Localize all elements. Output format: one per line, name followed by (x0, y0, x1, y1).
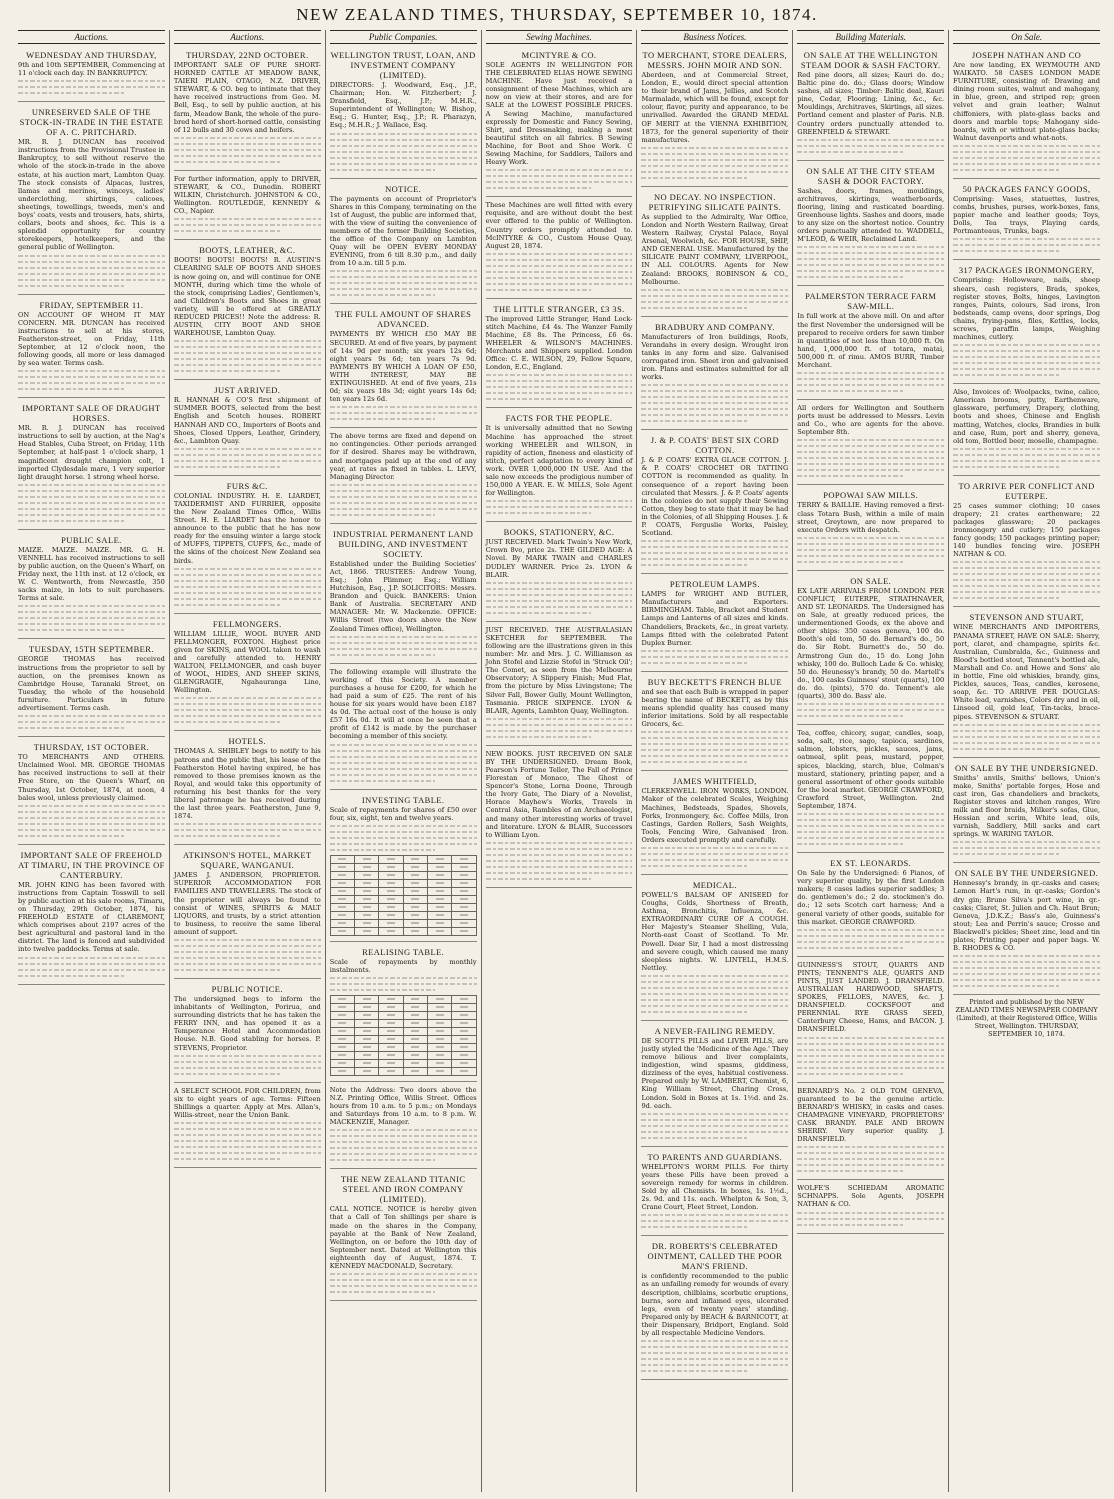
ad-body: SOLE AGENTS IN WELLINGTON FOR THE CELEBRATED ELIAS HOWE SEWING MACHINE. Have just received a consignment of these Machines, which are now on view at their stores, and are for SALE at the LOWEST POSSIBLE PRICES. A Sewing Machine, manufactured expressly for Domestic and Fancy Sewing, Shirt, and Dressmaking, making a most beautiful stitch on all fabrics. B Sewing Machine, for Boot and Shoe Work. C Sewing Machine, for Saddlers, Tailors and Heavy Work. (485, 61, 633, 167)
small-print-lines (953, 724, 1100, 750)
advertisement (330, 181, 477, 305)
ad-heading: TO MERCHANT, STORE DEALERS, MESSRS. JOHN MOIR AND SON. (642, 50, 788, 70)
advertisement (18, 739, 165, 845)
small-print-lines (797, 703, 944, 717)
small-print-lines (953, 344, 1100, 376)
small-print-lines (330, 1129, 477, 1161)
ad-heading: INVESTING TABLE. (361, 794, 445, 805)
advertisement (174, 733, 321, 845)
small-print-lines (330, 825, 477, 851)
section-heading: Building Materials. (797, 30, 944, 44)
ad-body: The following example will illustrate the working of this Society. A member purchases a house for £200, for which he had paid a sum of £25. The rent of his house for six years would have been £187 4s 0d. The actual cost of the house is only £57 16s 0d. It will at once be seen that a profit of £142 is made by the purchaser becoming a member of this society. (329, 667, 477, 741)
small-print-lines (486, 500, 633, 514)
advertisement (953, 386, 1100, 476)
small-print-lines (797, 1146, 944, 1172)
advertisement (641, 47, 788, 187)
advertisement (953, 609, 1100, 757)
ad-heading: INDUSTRIAL PERMANENT LAND BUILDING, AND INVESTMENT SOCIETY. (332, 528, 474, 559)
ad-body: and see that each Bulb is wrapped in paper bearing the name of BECKETT, as by this means splendid quality has caused many inferior imitations. Sold by all respectable Grocers, &c. (641, 687, 789, 729)
advertisement (797, 727, 944, 853)
small-print-lines (330, 1273, 477, 1293)
advertisement (330, 1084, 477, 1169)
small-print-lines (486, 842, 633, 880)
small-print-lines (953, 841, 1100, 855)
small-print-lines (953, 448, 1100, 468)
column-3 (325, 30, 481, 1492)
small-print-lines (953, 955, 1100, 987)
advertisement (18, 47, 165, 102)
small-print-lines (797, 1212, 944, 1226)
ad-heading: PUBLIC SALE. (61, 534, 122, 545)
ad-heading: JAMES WHITFIELD, (673, 776, 757, 787)
ad-heading: MEDICAL. (692, 879, 737, 890)
small-print-lines (174, 218, 321, 232)
small-print-lines (797, 929, 944, 949)
advertisement (18, 297, 165, 399)
ad-body: All orders for Wellington and Southern ports must be addressed to Messrs. Levin and Co., who are agents for the above. September 8th. (797, 404, 945, 437)
ad-heading: EX ST. LEONARDS. (830, 858, 912, 869)
ad-heading: HOTELS. (228, 736, 267, 747)
small-print-lines (641, 384, 788, 422)
ad-heading: STEVENSON AND STUART, (969, 612, 1084, 623)
advertisement (174, 478, 321, 614)
advertisement (330, 47, 477, 179)
advertisement (641, 1238, 788, 1380)
small-print-lines (330, 977, 477, 991)
column-7 (948, 30, 1104, 1492)
ad-body: Scale of repayments for shares of £50 over four, six, eight, ten and twelve years. (329, 805, 477, 822)
advertisement (174, 173, 321, 240)
small-print-lines (174, 448, 321, 468)
ad-body: Tea, coffee, chicory, sugar, candles, soap, soda, salt, rice, sago, tapioca, sardines, salmon, lobsters, pickles, sauces, jams, oatmeal, split peas, mustard, pepper, spices, blacking, starch, blue, Colman's mustard, stationery, printing paper, and a general assortment of other goods suitable for the local market. GEORGE CRAWFORD, Crawford Street, Wellington. 2nd September, 1874. (797, 729, 945, 810)
ad-heading: UNRESERVED SALE OF THE STOCK-IN-TRADE IN THE ESTATE OF A. C. PRITCHARD. (19, 107, 164, 138)
ad-body: NEW BOOKS. JUST RECEIVED ON SALE BY THE UNDERSIGNED. Dream Book, Pearson's Fortune Teller, The Fall of Prince Florestan of Monaco, The Ghost of Spencer's Stone, Lorna Doone, Through the Ivory Gate, The Diary of a Novelist, Horace Mayhew's Works, Travels in Central Asia, Rambles of an Archaeologist, and many other interesting works of travel and literature. LYON & BLAIR, Successors to William Lyon. (485, 749, 633, 839)
small-print-lines (486, 582, 633, 614)
small-print-lines (486, 169, 633, 189)
ad-heading: JOSEPH NATHAN AND CO (971, 50, 1082, 60)
small-print-lines (953, 238, 1100, 252)
advertisement (486, 748, 633, 888)
ad-heading: THE LITTLE STRANGER, £3 3S. (493, 303, 625, 314)
advertisement (641, 576, 788, 672)
ad-body: WHELPTON'S WORM PILLS. For thirty years these Pills have been proved a sovereign remedy for worms in children. Sold by all Chemists. In boxes, 1s. 1½d., 2s. 9d. and 11s. each. Whelpton & Son, 3, Crane Court, Fleet Street, London. (641, 1162, 789, 1212)
ad-body: JUST RECEIVED. THE AUSTRALASIAN SKETCHER for SEPTEMBER. The following are the illustrations given in this number: Mr. and Mrs. J. C. Williamson as John Stofel and Lizzie Stofel in 'Struck Oil'; The Comet, as seen from the Melbourne Observatory; A Slippery Finish; Mud Flat, from the picture by Miss Livingstone; The Silver Fall, Bower Gully, Mount Wellington, Tasmania. PRICE SIXPENCE. LYON & BLAIR, Agents, Lambton Quay, Wellington. (485, 625, 633, 715)
ad-body: The above terms are fixed and depend on no contingencies. Other periods arranged for if desired. Shares may be withdrawn, and mortgages paid up at the end of any year, at rates as fixed in tables. L. LEVY, Managing Director. (329, 432, 477, 481)
ad-heading: TUESDAY, 15TH SEPTEMBER. (29, 644, 154, 655)
advertisement (330, 666, 477, 790)
small-print-lines (18, 605, 165, 631)
ad-heading: THE NEW ZEALAND TITANIC STEEL AND IRON COMPANY (LIMITED). (340, 1174, 466, 1205)
advertisement (641, 189, 788, 317)
ad-heading: MCINTYRE & CO. (521, 50, 597, 60)
advertisement (174, 47, 321, 171)
advertisement (330, 944, 477, 1082)
ad-body: Comprising: Vases, statuettes, lustres, combs, brushes, purses, work-boxes, fans, papier mache and leather goods; Toys, Dolls, Tea trays, Playing cards, Portmanteaus, Trunks, bags. (953, 194, 1101, 236)
ad-heading: NOTICE. (385, 183, 422, 194)
small-print-lines (174, 1122, 321, 1160)
ad-body: Aberdeen, and at Commercial Street, London, E., would direct special attention to their brand of Jams, Jellies, and Scotch Marmalade, which will be found, except for colour, flavor, purity and appearance, to be unrivalled. Awarded the GRAND MEDAL OF MERIT at the VIENNA EXHIBITION, 1873, for the general superiority of their manufactures. (641, 71, 789, 144)
advertisement (641, 877, 788, 1021)
small-print-lines (797, 372, 944, 392)
advertisement (797, 288, 944, 400)
small-print-lines (174, 340, 321, 372)
ad-body: Sashes, doors, frames, mouldings, architraves, skirtings, weatherboards, flooring, lining and rusticated boarding. Greenhouse lights. Sashes and doors, made to any size on the shortest notice. Country orders punctually attended to. WADDELL, M'LEOD, & WEIR, Reclaimed Land. (797, 186, 945, 244)
ad-body: These Machines are well fitted with every requisite, and are without doubt the best ever offered to the public of Wellington. Country orders promptly attended to. McINTYRE & CO., Custom House Quay, August 28, 1874. (485, 201, 633, 250)
advertisement (641, 674, 788, 771)
ad-heading: ON SALE. (850, 575, 892, 586)
ad-heading: WELLINGTON TRUST, LOAN, AND INVESTMENT COMPANY (LIMITED). (330, 50, 476, 80)
advertisement (330, 1171, 477, 1301)
advertisement (330, 430, 477, 524)
ad-body: CALL NOTICE. NOTICE is hereby given that a Call of Ten shillings per share is made on the shares in the Company, payable at the Bank of New Zealand, Wellington, on or before the 10th day of September next. Dated at Wellington this eighteenth day of August, 1874. T. KENNEDY MACDONALD, Secretary. (329, 1205, 477, 1270)
ad-heading: ON SALE BY THE UNDERSIGNED. (954, 868, 1099, 879)
ad-heading: PUBLIC NOTICE. (211, 984, 283, 994)
ad-heading: THE FULL AMOUNT OF SHARES ADVANCED. (335, 309, 472, 330)
small-print-lines (18, 484, 165, 522)
ad-body: It is universally admitted that no Sewing Machine has approached the street working WHEELER and WILSON, in rapidity of action, fineness and elasticity of stitch, perfect adaptation to every kind of work. OVER 1,000,000 IN USE. And the sale now exceeds the prodigious number of 150,000 A YEAR. E. W. MILLS, Sole Agent for Wellington. (485, 424, 633, 498)
small-print-lines (953, 145, 1100, 171)
column-2 (169, 30, 325, 1492)
section-heading: Auctions. (174, 30, 321, 44)
section-heading: Auctions. (18, 30, 165, 44)
ad-body: Note the Address: Two doors above the N.Z. Printing Office, Willis Street. Offices hours from 10 a.m. to 5 p.m.; on Mondays and Saturdays from 10 a.m. to 8 p.m. W. MACKENZIE, Manager. (329, 1085, 477, 1127)
small-print-lines (174, 1055, 321, 1075)
ad-heading: THURSDAY, 1ST OCTOBER. (33, 742, 150, 753)
small-print-lines (18, 255, 165, 287)
advertisement (486, 199, 633, 299)
ad-body: CLERKENWELL IRON WORKS, LONDON. Maker of the celebrated Scales, Weighing Machines, Bedsteads, Spades, Shovels, Forks, Ironmongery, &c. Coffee Mills, Iron Castings, Garden Rollers, Sash Weights, Tools, Fencing Wire, Galvanised Iron. Orders executed promptly and carefully. (641, 787, 789, 844)
column-4 (481, 30, 637, 1492)
ad-heading: DR. ROBERTS'S CELEBRATED OINTMENT, CALLED THE POOR MAN'S FRIEND. (647, 1241, 783, 1272)
ad-heading: TO ARRIVE PER CONFLICT AND EUTERPE. (958, 480, 1095, 501)
ad-body: MR. R. J. DUNCAN has received instructions to sell by auction, at the Nag's Head Stables, Cuba Street, on Friday, 11th September, at half-past 1 o'clock sharp, 1 magnificent draught champion colt, 1 imported Clydesdale mare, 1 very superior light draught horse. 1 strong wheel horse. (18, 424, 165, 481)
small-print-lines (641, 1340, 788, 1372)
small-print-lines (330, 270, 477, 296)
small-print-lines (330, 133, 477, 171)
advertisement (641, 432, 788, 574)
advertisement (797, 163, 944, 287)
advertisement (486, 301, 633, 409)
masthead-title: NEW ZEALAND TIMES, THURSDAY, SEPTEMBER 10, 1874. (296, 5, 818, 24)
small-print-lines (641, 650, 788, 664)
small-print-lines (330, 636, 477, 656)
ad-body: 25 cases summer clothing; 10 cases drapery; 21 crates earthenware; 22 packages glassware; 20 packages ironmongery and cutlery; 150 packages fancy goods; 150 packages printing paper; 140 bundles fencing wire. JOSEPH NATHAN & CO. (953, 501, 1101, 559)
ad-heading: IMPORTANT SALE OF DRAUGHT HORSES. (22, 403, 161, 424)
advertisement (18, 104, 165, 294)
advertisement (174, 847, 321, 979)
ad-heading: ON SALE AT THE WELLINGTON STEAM DOOR & SASH FACTORY. (800, 50, 941, 70)
advertisement (797, 47, 944, 161)
advertisement (174, 382, 321, 476)
ad-body: WOLFE'S SCHIEDAM AROMATIC SCHNAPPS. Sole Agents, JOSEPH NATHAN & CO. (797, 1184, 945, 1209)
advertisement (18, 847, 165, 985)
ad-body: For further information, apply to DRIVER, STEWART, & CO., Dunedin. ROBERT WILKIN, Christchurch. JOHNSTON & CO., Wellington. ROUTLEDGE, KENNEDY & CO., Napier. (173, 174, 321, 216)
advertisement (953, 865, 1100, 995)
masthead (0, 0, 1114, 30)
section-heading: Public Companies. (330, 30, 477, 44)
advertisement (797, 1182, 944, 1233)
ad-heading: PETROLEUM LAMPS. (669, 579, 760, 590)
ad-heading: PALMERSTON TERRACE FARM SAW-MILL. (805, 291, 937, 312)
advertisement (641, 1023, 788, 1147)
ad-body: Manufacturers of Iron buildings, Roofs, Verandahs in every design. Wrought iron tanks in any form and size. Galvanised corrugated iron. Sheet iron and galvanised iron. Plans and estimates submitted for all works. (641, 332, 789, 382)
ad-body: The undersigned begs to inform the inhabitants of Wellington, Porirua, and surrounding districts that he has taken the FERRY INN, and has opened it as a Temperance Hotel and Accommodation House. N.B. Good stabling for horses. P. STEVENS, Proprietor. (173, 995, 321, 1052)
small-print-lines (486, 253, 633, 291)
ad-body: EX LATE ARRIVALS FROM LONDON. PER CONFLICT, EUTERPE, STRATHNAVER, AND ST. LEONARDS. The Undersigned has on Sale, at greatly reduced prices, the undermentioned Goods, ex the above and other ships: 350 cases geneva, 100 do. Booth's old tom, 50 do. Bernard's do., 50 do. Sir Robt. Burnett's do., 50 do. Armstrong Gun do., 15 do. Long John whisky, 100 do. Bulloch Lade & Co. whisky, 50 do. Heunessy's brandy, 50 do. Martell's do., 100 casks Guinness' stout (quarts), 100 do. do. (pints), 570 do. Tennent's ale (quarts), 300 do. Bass' ale. (797, 586, 945, 701)
ad-body: is confidently recommended to the public as an unfailing remedy for wounds of every description, chilblains, scorbutic eruptions, burns, sore and inflamed eyes, ulcerated legs, even of twenty years' standing. Prepared only by BEACH & BARNICOTT, at their Dispensary, Bridport, England. Sold by all respectable Medicine Vendors. (641, 1272, 789, 1337)
advertisement (486, 47, 633, 197)
ad-body: J. & P. COATS' EXTRA GLACE COTTON. J. & P. COATS' CROCHET OR TATTING COTTON is recommended as quality. In consequence of a report having been circulated that Messrs. J. & P. Coats' agents in the colonies do not supply their Sewing Cotton, they beg to state that it may be had in the Colonies, of all Shipping Houses. J. & P. COATS, Ferguslie Works, Paisley, Scotland. (641, 456, 789, 538)
advertisement (330, 306, 477, 428)
ad-body: MR. JOHN KING has been favored with instructions from Captain Tosswill to sell by public auction at his sale rooms, Timaru, on Thursday, 29th October, 1874, his FREEHOLD ESTATE of CLAREMONT, which comprises about 2197 acres of the best agricultural and pastoral land in the district. The land is fenced and subdivided into twelve paddocks. Terms at sale. (18, 880, 165, 954)
small-print-lines (486, 374, 633, 400)
small-print-lines (174, 697, 321, 723)
small-print-lines (641, 289, 788, 309)
ad-body: BOOTS! BOOTS! BOOTS! R. AUSTIN'S CLEARING SALE OF BOOTS AND SHOES is now going on, and will continue for ONE MONTH, during which time the whole of the stock, comprising Ladies', Gentlemen's, and Children's Boots and Shoes in great variety, will be offered at GREATLY REDUCED PRICES!! Note the address: R. AUSTIN, CITY BOOT AND SHOE WAREHOUSE, Lambton Quay. (173, 256, 321, 338)
ad-heading: BUY BECKETT'S FRENCH BLUE (647, 676, 782, 687)
ad-body: The improved Little Stranger, Hand Lock-stitch Machine, £4 4s. The Wanzer Family Machine, £8 8s. The Princess, £6 6s. WHEELER & WILSON'S MACHINES. Merchants and Shippers supplied. London Office: C. E. WILSON, 29, Fellow Square, London, E.C., England. (485, 314, 633, 372)
rates-table (330, 855, 477, 936)
small-print-lines (330, 744, 477, 782)
column-5 (636, 30, 792, 1492)
ad-heading: ATKINSON'S HOTEL, MARKET SQUARE, WANGANUI. (183, 850, 312, 871)
ad-body: Also, Invoices of: Woolpacks, twine, calico, American brooms, putty, Earthenware, glassware, perfumery, Drapery, clothing, boots and shoes, Chinese and English matting, Watches, clocks, Brandies in bulk and case, Rum, port and sherry, geneva, old tom, Bottled beer, moselle, champagne. (953, 388, 1101, 445)
small-print-lines (641, 847, 788, 867)
small-print-lines (641, 731, 788, 763)
ad-body: WINE MERCHANTS AND IMPORTERS, PANAMA STREET, HAVE ON SALE: Sherry, port, claret, and champagne, spirits &c. Australian, Cumbralda, &c., Guinness and Blood's bottled stout, Tennent's bottled ale, Marshall and Co. and Howe and Sons' ale in bottle, Fine old whiskies, brandy, gins, Pickles, sauces, Teas, candles, kerosene, soap, &c. TO ARRIVE PER DOUGLAS: White lead, varnishes, Colors dry and in oil, Linseed oil, gold leaf, Tin-tacks, brace-pipes. STEVENSON & STUART. (953, 623, 1101, 721)
ad-body: DIRECTORS: J. Woodward, Esq., J.P., Chairman; Hon. W. Fitzherbert; J. Dransfield, Esq., J.P.; M.H.R., Superintendent of Wellington; W. Bishop, Esq.; G. Hunter, Esq., J.P.; R. Pharazyn, Esq.; M.H.R.; J. Wallace, Esq. (329, 81, 477, 130)
small-print-lines (953, 561, 1100, 599)
advertisement (797, 959, 944, 1083)
advertisement (797, 855, 944, 957)
small-print-lines (797, 439, 944, 477)
ad-heading: FACTS FOR THE PEOPLE. (505, 413, 613, 424)
ad-heading: A NEVER-FAILING REMEDY. (654, 1025, 776, 1036)
advertisement (174, 981, 321, 1083)
small-print-lines (797, 537, 944, 563)
small-print-lines (330, 484, 477, 516)
ad-body: As supplied to the Admiralty, War Office, London and North Western Railway, Great Western Railway, Crystal Palace, Royal Arsenal, Woolwich, &c. FOR HOUSE, SHIP, AND GENERAL USE. Manufactured by the SILICATE PAINT COMPANY, LIVERPOOL, IN ALL COLOURS. Agents for New Zealand: BROOKS, ROBINSON & CO., Melbourne. (641, 212, 789, 286)
ad-body: BERNARD'S No. 2 OLD TOM GENEVA, guaranteed to be the genuine article. BERNARD'S WHISKY, in casks and cases. CHAMPAGNE VINEYARD, PROPRIETORS' CASK BRANDY. PALE AND BROWN SHERRY. Very superior quality. J. DRANSFIELD. (797, 1086, 945, 1144)
small-print-lines (18, 957, 165, 977)
small-print-lines (641, 1214, 788, 1228)
ad-body: Comprising: Hollowware, nails, sheep shears, cash registers, Brads, spokes, register stoves, Bolts, hinges, Lavington ranges, Paints, colours, Sad irons, Iron bedsteads, camp ovens, door springs, Dog chains, frying-pans, files, Kettles, locks, screws, paraffin lamps, Weighing machines, cutlery. (953, 276, 1101, 342)
section-heading: Sewing Machines. (486, 30, 633, 44)
advertisement (641, 319, 788, 431)
ad-body: TO MERCHANTS AND OTHERS. Unclaimed Wool. MR. GEORGE THOMAS has received instructions to sell at their Free Store, on the Queen's Wharf, on Thursday, 1st October, 1874, at noon, 4 bales wool, unless previously claimed. (18, 753, 165, 802)
ad-heading: IMPORTANT SALE OF FREEHOLD AT TIMARU, IN THE PROVINCE OF CANTERBURY. (18, 849, 165, 880)
ad-heading: ON SALE BY THE UNDERSIGNED. (954, 762, 1099, 773)
ad-body: Are now landing, EX WEYMOUTH AND WAIKATO. 58 CASES LONDON MADE FURNITURE, consisting of: Drawing and dining room suites, walnut and mahogany, in blue, green, and striped rep; green velvet and grain leather; Walnut chiffoniers, with plate-glass backs and doors and marble tops; Mahogany side-boards, with or without plate-glass backs; Walnut davenports and what-nots. (953, 61, 1101, 142)
ad-body: In full work at the above mill. On and after the first November the undersigned will be prepared to receive orders for sawn timber in quantities of not less than 10,000 ft. On hand, 1,000,000 ft. of totara, matai, 500,000 ft. of rimu. AMOS BURR, Timber Merchant. (797, 312, 945, 369)
small-print-lines (641, 1113, 788, 1139)
small-print-lines (641, 147, 788, 179)
small-print-lines (18, 805, 165, 837)
ad-heading: THURSDAY, 22ND OCTOBER. (186, 50, 309, 60)
ad-heading: BOOKS, STATIONERY, &C. (503, 527, 615, 538)
ad-body: PAYMENTS BY WHICH £50 MAY BE SECURED. At end of five years, by payment of 14s 9d per month; six years 12s 6d; eight years 9s 6d; ten years 7s 9d. PAYMENTS BY WHICH A LOAN OF £50, WITH INTEREST, MAY BE EXTINGUISHED. At end of five years, 21s 0d; six years 18s 3d; eight years 14s 6d; ten years 12s 6d. (329, 330, 477, 404)
ad-heading: WEDNESDAY AND THURSDAY, (26, 50, 157, 60)
small-print-lines (641, 540, 788, 566)
advertisement (174, 616, 321, 732)
advertisement (953, 47, 1100, 179)
column-1 (14, 30, 169, 1492)
ad-body: JUST RECEIVED. Mark Twain's New Work, Crown 8vo, price 2s. THE GILDED AGE: A Novel. By MARK TWAIN and CHARLES DUDLEY WARNER. Price 2s. LYON & BLAIR. (485, 538, 633, 579)
section-heading: Business Notices. (641, 30, 788, 44)
ad-body: A SELECT SCHOOL FOR CHILDREN, from six to eight years of age. Terms: Fifteen Shillings a quarter. Apply at Mrs. Allan's, Willis-street, near the Union Bank. (173, 1086, 321, 1119)
ad-heading: ON SALE AT THE CITY STEAM SASH & DOOR FACTORY. (806, 165, 936, 186)
advertisement (174, 242, 321, 380)
advertisement (953, 262, 1100, 384)
ad-body: R. HANNAH & CO'S first shipment of SUMMER BOOTS, selected from the best English and Scotch houses. ROBERT HANNAH AND CO., Importers of Boots and Shoes, Closed Uppers, Leather, Grindery, &c., Lambton Quay. (173, 396, 321, 445)
ad-body: ON ACCOUNT OF WHOM IT MAY CONCERN. MR. DUNCAN has received instructions to sell at his stores, Featherston-street, on Friday, 11th September, at 12 o'clock noon, the following goods, all more or less damaged by sea water. Terms cash. (18, 310, 165, 368)
small-print-lines (174, 137, 321, 163)
advertisement (641, 773, 788, 875)
small-print-lines (174, 568, 321, 606)
ad-heading: J. & P. COATS' BEST SIX CORD COTTON. (650, 435, 780, 456)
small-print-lines (18, 715, 165, 729)
ad-body: TERRY & BAILLIE. Having removed a first-class Totara Bush, within a mile of main street, Greytown, are now prepared to execute Orders with despatch. (797, 501, 945, 534)
advertisement (953, 478, 1100, 608)
rates-table (330, 995, 477, 1076)
small-print-lines (486, 718, 633, 738)
advertisement (18, 641, 165, 737)
ad-heading: REALISING TABLE. (362, 946, 445, 957)
ad-body: GEORGE THOMAS has received instructions from the proprietor to sell by auction, on the premises known as Cambridge House, Taranaki Street, on Tuesday, the whole of the household furniture. Particulars in future advertisement. Terms cash. (18, 655, 165, 713)
column-6 (792, 30, 948, 1492)
ad-body: GUINNESS'S STOUT, QUARTS AND PINTS; TENNENT'S ALE, QUARTS AND PINTS, JUST LANDED. J. DRANSFIELD. AUSTRALIAN HARDWOOD, SHAFTS, SPOKES, FELLOES, NAVES, &c. J. DRANSFIELD. COCKSFOOT and PERENNIAL RYE GRASS SEED, Canterbury Cheese, Hams, and BACON. J. DRANSFIELD. (797, 960, 945, 1034)
small-print-lines (797, 246, 944, 278)
advertisement (18, 400, 165, 530)
advertisement (174, 1085, 321, 1168)
ad-body: WILLIAM LILLIE, WOOL BUYER AND FELLMONGER, FOXTON. Highest price given for SKINS, and WOOL taken to wash and carefully attended to. HENRY WALTON, FELLMONGER, and cash buyer of WOOL, HIDES, AND SHEEP SKINS, GLENGRAGIE, Ngahauranga Line, Wellington. (173, 629, 321, 695)
small-print-lines (174, 823, 321, 837)
ad-body: Hennessy's brandy, in qr.-casks and cases; Lemon Hart's rum, in qr.-casks; Gordon's dry gin; Bruno Silva's port wine, in qr.-casks; Claret, St. Julien and Ch. Haut Brun; Geneva, J.D.K.Z.; Bass's ale, Guinness's stout; Lea and Perrin's sauce; Crosse and Blackwell's pickles; Sheet zinc, lead and tin plates; Printing paper and paper bags. W. B. RHODES & CO. (953, 879, 1101, 953)
small-print-lines (174, 939, 321, 971)
advertisement (797, 1085, 944, 1181)
advertisement (18, 532, 165, 640)
ad-body: 9th and 10th SEPTEMBER, Commencing at 11 o'clock each day. IN BANKRUPTCY. (18, 61, 165, 78)
ad-heading: BRADBURY AND COMPANY. (654, 321, 775, 332)
small-print-lines (797, 813, 944, 845)
ad-heading: JUST ARRIVED. (214, 385, 281, 396)
ad-body: THOMAS A. SHIBLEY begs to notify to his patrons and the public that, his lease of the Featherston Hotel having expired, he has removed to those premises known as the Royal, and would take this opportunity of returning his best thanks for the very liberal patronage he has received during the last three years. Featherston, June 9, 1874. (173, 747, 321, 821)
ad-body: IMPORTANT SALE OF PURE SHORT-HORNED CATTLE AT MEADOW BANK, TAIERI PLAIN, OTAGO, N.Z. DRIVER, STEWART, & CO. beg to intimate that they have received instructions from Geo. M. Bell, Esq., to sell by public auction, at his farm, Meadow Bank, the whole of the pure-bred herd of short-horned cattle, consisting of 12 bulls and 30 cows and heifers. (173, 61, 321, 134)
small-print-lines (641, 975, 788, 1013)
small-print-lines (18, 80, 165, 94)
ad-body: COLONIAL INDUSTRY. H. E. LIARDET, TAXIDERMIST AND FURRIER, opposite the New Zealand Times Office, Willis Street. H. E. LIARDET has the honor to announce to the public that he has now ready for the ensuing winter a large stock of MUFFS, TIPPETS, CUFFS, &c., made of the skins of the choicest New Zealand sea birds. (173, 491, 321, 565)
ad-body: Scale of repayments by monthly instalments. (329, 957, 477, 974)
ad-heading: BOOTS, LEATHER, &C. (199, 245, 296, 256)
ad-body: On Sale by the Undersigned: 6 Pianos, of very superior quality, by the first London makers; 8 cases ladies superior saddles; 3 do. gentlemen's do.; 2 do. stockmen's do. do.; 12 sets Scotch cart harness; And a general variety of other goods, suitable for this market. GEORGE CRAWFORD. (797, 869, 945, 926)
advertisement (486, 624, 633, 746)
small-print-lines (797, 139, 944, 153)
section-heading: On Sale. (953, 30, 1100, 44)
advertisement (797, 487, 944, 570)
advertisement (953, 760, 1100, 864)
small-print-lines (18, 370, 165, 390)
ad-heading: FURS &C. (226, 480, 268, 491)
ad-body: MAIZE. MAIZE. MAIZE. MR. G. H. VENNELL has received instructions to sell by public auction, on the Queen's Wharf, on Friday next, the 11th inst. at 12 o'clock, ex W. C. Wentworth, from Newcastle, 350 sacks maize, in lots to suit purchasers. Terms at sale. (18, 545, 165, 603)
advertisement (486, 410, 633, 522)
advertisement (797, 573, 944, 725)
advertisement (953, 181, 1100, 260)
ad-body: JAMES J. ANDERSON, PROPRIETOR. SUPERIOR ACCOMMODATION FOR FAMILIES AND TRAVELLERS. The stock of the proprietor will always be found to consist of WINES, SPIRITS & MALT LIQUORS, and trusts, by a strict attention to business, to receive the same liberal amount of support. (173, 871, 321, 936)
ad-body: POWELL'S BALSAM OF ANISEED for Coughs, Colds, Shortness of Breath, Asthma, Bronchitis, Influenza, &c. EXTRAORDINARY CURE OF A COUGH. Her Majesty's Steamer Shelling, Vula, North-east Coast of Scotland. To Mr. Powell. Dear Sir, I had a most distressing and severe cough, which caused me many sleepless nights. W. LINTELL, H.M.S. Nettley. (641, 890, 789, 972)
ad-heading: NO DECAY. NO INSPECTION. PETRIFYING SILICATE PAINTS. (648, 191, 782, 212)
ad-heading: 50 PACKAGES FANCY GOODS, (962, 183, 1091, 194)
ad-body: MR. R. J. DUNCAN has received instructions from the Provisional Trustee in Bankruptcy, to sell without reserve the whole of the stock-in-trade in the above estate, at his auction mart, Lambton Quay. The stock consists of Alpacas, lustres, llamas and merinos, winceys, ladies' underclothing, shirtings, calicoes, sheetings, towellings, tweeds, men's and boys' coats, vests and trousers, hats, shirts, collars, boots and shoes, &c. This is a splendid opportunity for country storekeepers, hotelkeepers, and the general public of Wellington. (18, 138, 165, 252)
advertisement (330, 526, 477, 664)
small-print-lines (797, 1037, 944, 1075)
columns-container (14, 30, 1104, 1492)
advertisement (797, 402, 944, 485)
ad-body: DE SCOTT'S PILLS and LIVER PILLS, are justly styled the 'Medicine of the Age.' They remove bilious and liver complaints, indigestion, wind spasms, giddiness, dizziness of the eyes, habitual costiveness. Prepared only by W. LAMBERT, Chemist, 6, King William Street, Charing Cross, London. Sold in Boxes at 1s. 1½d. and 2s. 9d. each. (641, 1036, 789, 1110)
ad-body: Smiths' anvils, Smiths' bellows, Union's make, Smiths' portable forges, Hose and cast iron, Gas chandeliers and brackets, Register stoves and kitchen ranges, Wire milk and floor braids, Milker's sofas, Glue, Hessian and scrim, White lead, oils, varnish, Saddlery, Mill sacks and cart springs. W. WARING TAYLOR. (953, 773, 1101, 839)
advertisement (486, 524, 633, 621)
ad-heading: 317 PACKAGES IRONMONGERY, (958, 265, 1095, 276)
ad-body: Red pine doors, all sizes; Kauri do. do.; Baltic pine do. do.; Glass doors; Window sashes, all sizes; Timber: Baltic deal, Kauri pine, Cedar, Flooring; Lining, &c., &c. Mouldings, Architraves, Skirtings, all sizes. Portland cement and plaster of Paris. N.B. Country orders punctually attended to. GREENFIELD & STEWART. (797, 71, 945, 136)
ad-body: LAMPS for WRIGHT AND BUTLER, Manufacturers and Exporters. BIRMINGHAM. Table, Bracket and Student Lamps and Lanterns of all sizes and kinds. Chandeliers, Brackets, &c., in great variety. Lamps fitted with the celebrated Patent Duplex Burner. (641, 590, 789, 647)
ad-body: The payments on account of Proprietor's Shares in this Company, terminating on the 1st of August, the public are informed that, with the view of suiting the convenience of members of the former Building Societies, the office of the Company on Lambton Quay will be OPEN EVERY MONDAY EVENING, from 6 till 8.30 p.m., and daily from 10 a.m. till 5 p.m. (329, 194, 477, 268)
ad-heading: FRIDAY, SEPTEMBER 11. (39, 299, 144, 310)
advertisement (330, 792, 477, 942)
ad-heading: FELLMONGERS. (212, 618, 282, 629)
ad-body: Established under the Building Societies' Act, 1866. TRUSTEES: Andrew Young, Esq.; John Plimmer, Esq.; William Hutchison, Esq., J.P. SOLICITORS: Messrs. Brandon and Quick. BANKERS: Union Bank of Australia. SECRETARY AND MANAGER: Mr. W. Mackenzie. OFFICE: Willis Street (two doors above the New Zealand Times office), Wellington. (329, 559, 477, 633)
ad-heading: POPOWAI SAW MILLS. (823, 490, 919, 501)
small-print-lines (330, 406, 477, 420)
advertisement (641, 1149, 788, 1237)
ad-heading: TO PARENTS AND GUARDIANS. (647, 1151, 783, 1162)
imprint-footer: Printed and published by the NEW ZEALAND TIMES NEWSPAPER COMPANY (Limited), at their Registered Office, Willis Street, Wellington. THURSDAY, SEPTEMBER 10, 1874. (955, 998, 1098, 1039)
